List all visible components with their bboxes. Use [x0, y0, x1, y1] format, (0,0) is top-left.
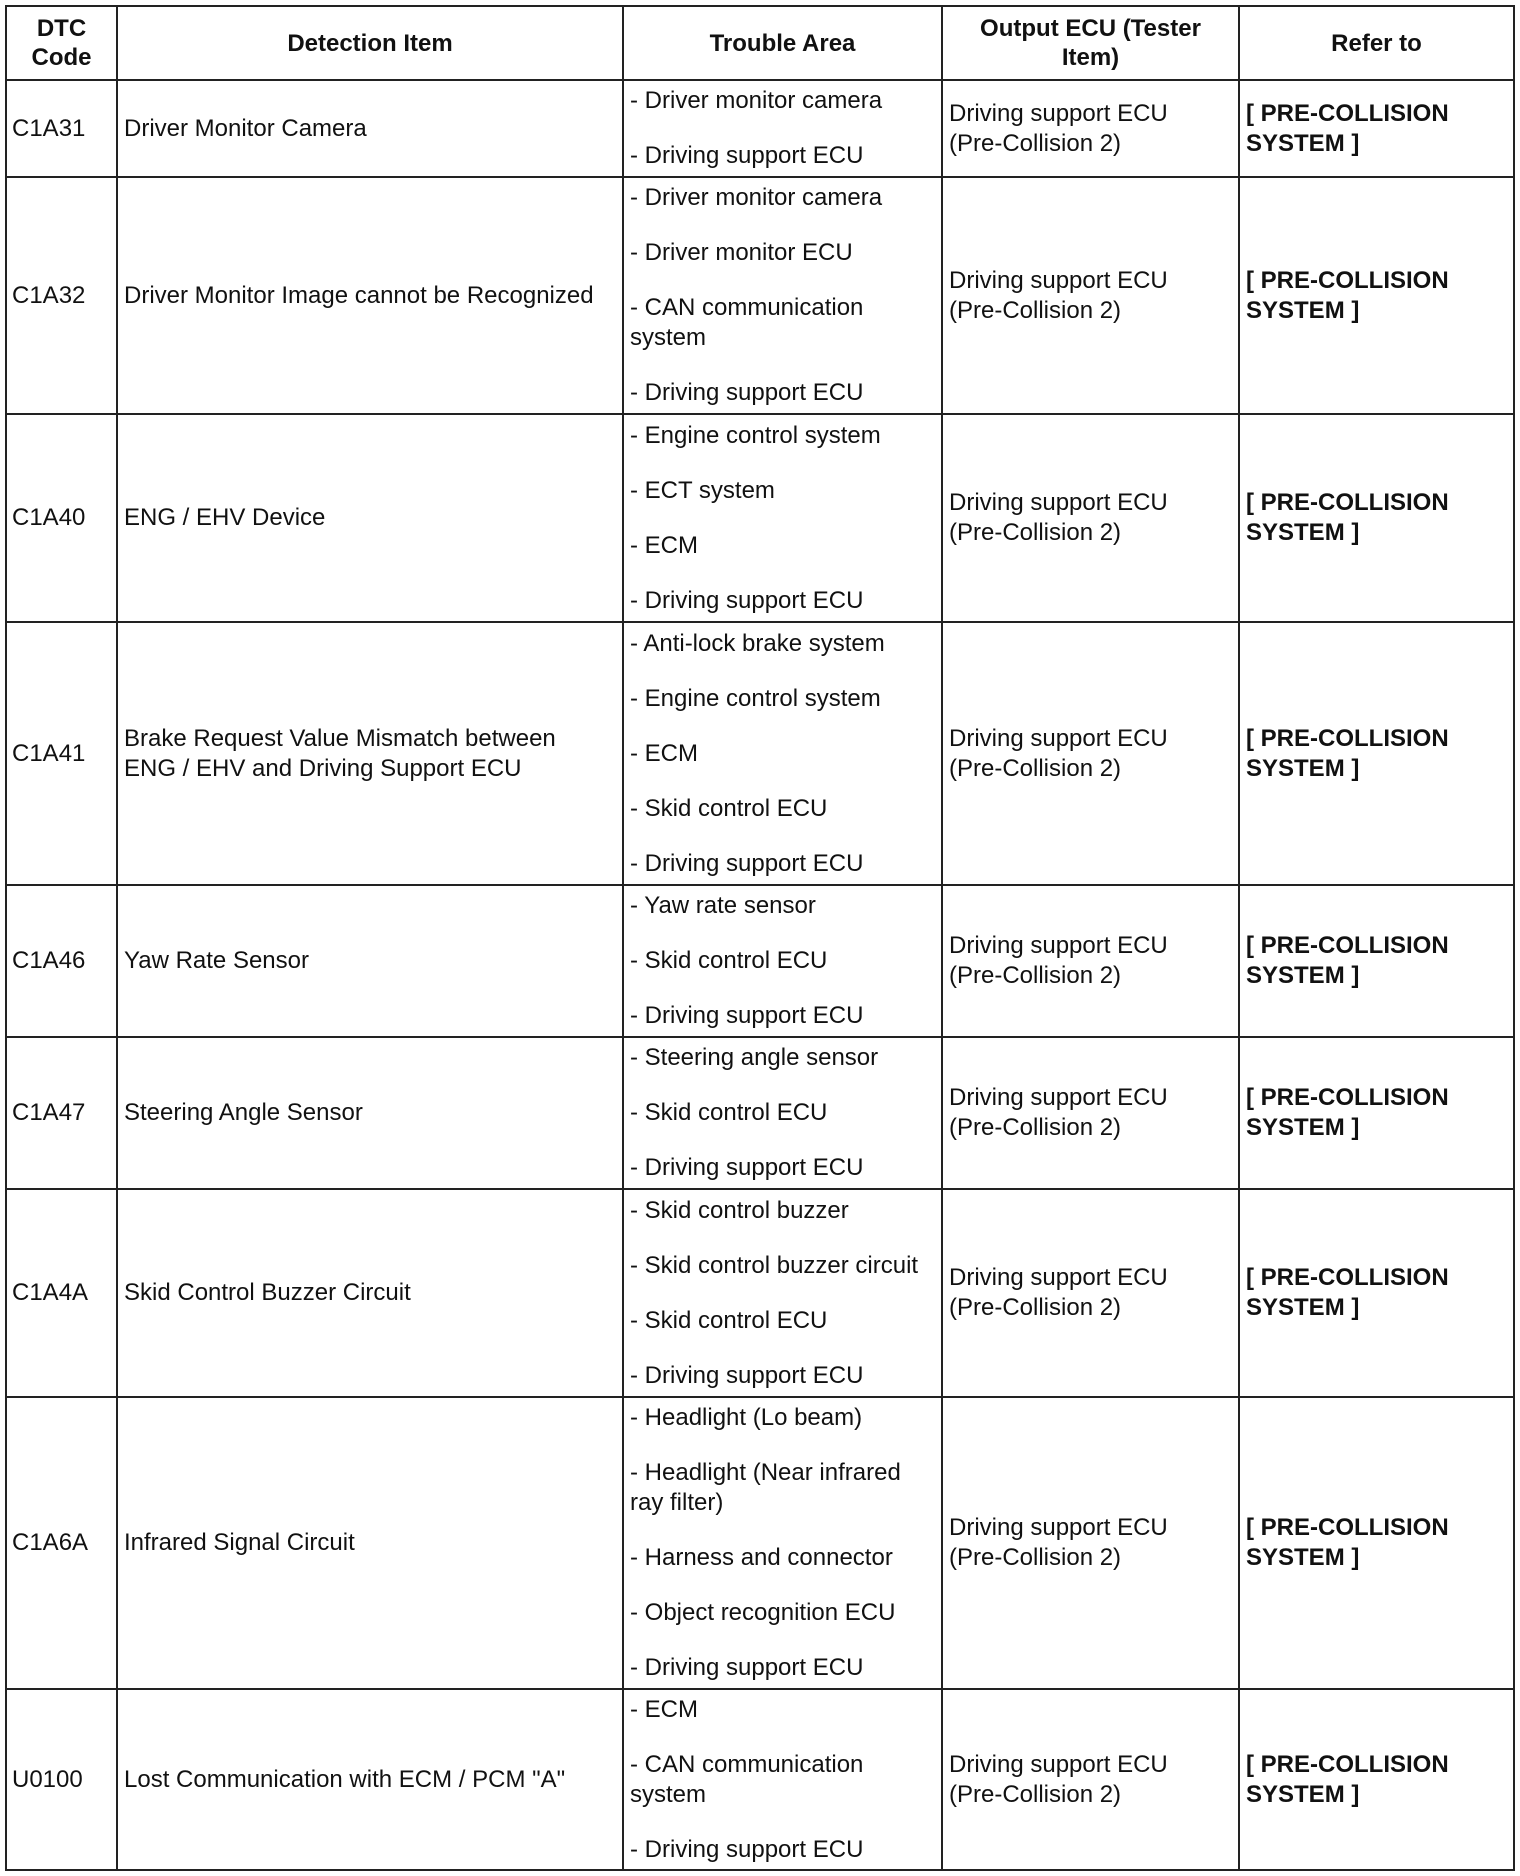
trouble-area-item: - Driving support ECU	[630, 586, 864, 614]
output-ecu-line: (Pre-Collision 2)	[949, 962, 1122, 989]
trouble-area-item: - Object recognition ECU	[630, 1599, 896, 1626]
dtc-code-cell: C1A47	[6, 1037, 117, 1189]
refer-to-line: SYSTEM ]	[1246, 1114, 1360, 1141]
trouble-area-item: - Driving support ECU	[630, 142, 864, 169]
trouble-area-item: - Skid control ECU	[630, 1099, 828, 1126]
output-ecu-line: (Pre-Collision 2)	[949, 754, 1122, 782]
trouble-area-list	[630, 1043, 935, 1183]
table-row	[6, 177, 1514, 414]
dtc-table	[5, 5, 1515, 1871]
output-ecu-line: Driving support ECU	[949, 724, 1168, 752]
detection-item-line: Driver Monitor Camera	[124, 114, 367, 142]
trouble-area-cell	[623, 80, 942, 177]
table-row	[6, 1689, 1514, 1870]
trouble-area-item: - Headlight (Near infrared ray filter)	[630, 1459, 901, 1516]
output-ecu-cell	[942, 1189, 1239, 1397]
trouble-area-item: - Skid control ECU	[630, 1306, 828, 1334]
output-ecu-line: Driving support ECU	[949, 1084, 1168, 1111]
output-ecu-line: Driving support ECU	[949, 266, 1168, 294]
refer-to-line: [ PRE-COLLISION	[1246, 1750, 1449, 1778]
table-row	[6, 1189, 1514, 1397]
output-ecu-line: (Pre-Collision 2)	[949, 519, 1122, 546]
trouble-area-cell	[623, 885, 942, 1037]
detection-item-line: Lost Communication with ECM / PCM "A"	[124, 1765, 566, 1793]
trouble-area-cell	[623, 622, 942, 885]
trouble-area-item: - Anti-lock brake system	[630, 629, 885, 657]
refer-to-cell	[1239, 885, 1514, 1037]
header-dtc-code: DTC Code	[6, 6, 117, 80]
detection-item-line: Steering Angle Sensor	[124, 1099, 363, 1126]
detection-item-line: Infrared Signal Circuit	[124, 1529, 355, 1556]
dtc-code-cell: C1A41	[6, 622, 117, 885]
detection-item-cell	[117, 80, 623, 177]
trouble-area-item: - Skid control ECU	[630, 794, 828, 822]
detection-item-line: Skid Control Buzzer Circuit	[124, 1279, 411, 1306]
output-ecu-cell	[942, 1689, 1239, 1870]
output-ecu-line: Driving support ECU	[949, 1750, 1168, 1778]
dtc-code-cell: C1A4A	[6, 1189, 117, 1397]
header-detection-item: Detection Item	[117, 6, 623, 80]
detection-item-line: ENG / EHV and Driving Support ECU	[124, 754, 522, 782]
refer-to-line: [ PRE-COLLISION	[1246, 1264, 1449, 1291]
trouble-area-list	[630, 891, 935, 1031]
trouble-area-list	[630, 86, 935, 171]
output-ecu-cell	[942, 1037, 1239, 1189]
trouble-area-cell	[623, 1037, 942, 1189]
trouble-area-item: - Engine control system	[630, 421, 881, 449]
refer-to-line: SYSTEM ]	[1246, 519, 1360, 546]
trouble-area-list	[630, 1403, 935, 1683]
trouble-area-list	[630, 421, 935, 616]
refer-to-line: SYSTEM ]	[1246, 1780, 1360, 1808]
output-ecu-line: (Pre-Collision 2)	[949, 129, 1122, 157]
output-ecu-line: (Pre-Collision 2)	[949, 1544, 1122, 1571]
trouble-area-item: - ECM	[630, 1695, 698, 1723]
detection-item-cell	[117, 885, 623, 1037]
detection-item-cell	[117, 1689, 623, 1870]
trouble-area-cell	[623, 177, 942, 414]
refer-to-cell	[1239, 1397, 1514, 1689]
trouble-area-item: - Headlight (Lo beam)	[630, 1404, 863, 1431]
trouble-area-item: - Driving support ECU	[630, 1654, 864, 1681]
trouble-area-item: - Steering angle sensor	[630, 1044, 879, 1071]
trouble-area-item: - Driving support ECU	[630, 1002, 864, 1029]
table-row	[6, 622, 1514, 885]
refer-to-line: SYSTEM ]	[1246, 1544, 1360, 1571]
refer-to-cell	[1239, 414, 1514, 622]
output-ecu-cell	[942, 80, 1239, 177]
refer-to-line: [ PRE-COLLISION	[1246, 932, 1449, 959]
output-ecu-line: Driving support ECU	[949, 1514, 1168, 1541]
refer-to-line: [ PRE-COLLISION	[1246, 266, 1449, 294]
trouble-area-item: - Skid control buzzer circuit	[630, 1251, 919, 1279]
output-ecu-line: Driving support ECU	[949, 489, 1168, 516]
header-row	[6, 6, 1514, 80]
output-ecu-cell	[942, 414, 1239, 622]
dtc-code-cell: C1A6A	[6, 1397, 117, 1689]
detection-item-cell	[117, 177, 623, 414]
trouble-area-cell	[623, 414, 942, 622]
trouble-area-list	[630, 1695, 935, 1865]
trouble-area-item: - ECM	[630, 531, 698, 559]
detection-item-cell	[117, 1189, 623, 1397]
detection-item-cell	[117, 1397, 623, 1689]
trouble-area-item: - Driving support ECU	[630, 379, 864, 406]
output-ecu-line: Driving support ECU	[949, 1264, 1168, 1291]
trouble-area-item: - ECM	[630, 739, 698, 767]
detection-item-cell	[117, 414, 623, 622]
refer-to-line: [ PRE-COLLISION	[1246, 1514, 1449, 1541]
trouble-area-item: - Driving support ECU	[630, 1154, 864, 1181]
output-ecu-cell	[942, 177, 1239, 414]
refer-to-line: [ PRE-COLLISION	[1246, 489, 1449, 516]
refer-to-line: SYSTEM ]	[1246, 1294, 1360, 1321]
output-ecu-line: (Pre-Collision 2)	[949, 1780, 1122, 1808]
table-row	[6, 80, 1514, 177]
trouble-area-list	[630, 1196, 935, 1391]
refer-to-cell	[1239, 1037, 1514, 1189]
detection-item-line: Yaw Rate Sensor	[124, 947, 309, 974]
output-ecu-cell	[942, 622, 1239, 885]
detection-item-cell	[117, 622, 623, 885]
refer-to-line: [ PRE-COLLISION	[1246, 724, 1449, 752]
header-output-ecu: Output ECU (Tester Item)	[942, 6, 1239, 80]
output-ecu-line: (Pre-Collision 2)	[949, 1294, 1122, 1321]
trouble-area-cell	[623, 1189, 942, 1397]
trouble-area-item: - Driver monitor ECU	[630, 239, 853, 266]
table-row	[6, 1037, 1514, 1189]
dtc-code-cell: C1A32	[6, 177, 117, 414]
refer-to-cell	[1239, 1689, 1514, 1870]
trouble-area-item: - ECT system	[630, 476, 775, 504]
trouble-area-item: - Driving support ECU	[630, 849, 864, 877]
output-ecu-line: Driving support ECU	[949, 932, 1168, 959]
dtc-code-cell: C1A31	[6, 80, 117, 177]
table-body	[6, 80, 1514, 1870]
table-row	[6, 885, 1514, 1037]
output-ecu-line: (Pre-Collision 2)	[949, 296, 1122, 324]
trouble-area-list	[630, 629, 935, 879]
trouble-area-item: - CAN communication system	[630, 1750, 864, 1808]
dtc-code-cell: C1A46	[6, 885, 117, 1037]
trouble-area-item: - Yaw rate sensor	[630, 892, 816, 919]
refer-to-line: [ PRE-COLLISION	[1246, 99, 1449, 127]
refer-to-line: SYSTEM ]	[1246, 962, 1360, 989]
refer-to-cell	[1239, 622, 1514, 885]
header-refer-to: Refer to	[1239, 6, 1514, 80]
output-ecu-line: Driving support ECU	[949, 99, 1168, 127]
header-trouble-area: Trouble Area	[623, 6, 942, 80]
refer-to-line: SYSTEM ]	[1246, 129, 1360, 157]
trouble-area-item: - Driver monitor camera	[630, 184, 883, 211]
trouble-area-item: - Skid control ECU	[630, 947, 828, 974]
output-ecu-line: (Pre-Collision 2)	[949, 1114, 1122, 1141]
table-row	[6, 1397, 1514, 1689]
trouble-area-list	[630, 183, 935, 408]
detection-item-cell	[117, 1037, 623, 1189]
trouble-area-item: - CAN communication system	[630, 294, 864, 351]
refer-to-cell	[1239, 177, 1514, 414]
trouble-area-item: - Engine control system	[630, 684, 881, 712]
trouble-area-item: - Driving support ECU	[630, 1835, 864, 1863]
trouble-area-item: - Driving support ECU	[630, 1361, 864, 1389]
trouble-area-item: - Driver monitor camera	[630, 87, 883, 114]
refer-to-cell	[1239, 1189, 1514, 1397]
refer-to-line: SYSTEM ]	[1246, 296, 1360, 324]
dtc-code-cell: U0100	[6, 1689, 117, 1870]
detection-item-line: Brake Request Value Mismatch between	[124, 724, 556, 752]
refer-to-cell	[1239, 80, 1514, 177]
dtc-code-cell: C1A40	[6, 414, 117, 622]
detection-item-line: Driver Monitor Image cannot be Recognized	[124, 281, 594, 309]
output-ecu-cell	[942, 1397, 1239, 1689]
table-row	[6, 414, 1514, 622]
refer-to-line: SYSTEM ]	[1246, 754, 1360, 782]
trouble-area-cell	[623, 1689, 942, 1870]
refer-to-line: [ PRE-COLLISION	[1246, 1084, 1449, 1111]
trouble-area-cell	[623, 1397, 942, 1689]
output-ecu-cell	[942, 885, 1239, 1037]
trouble-area-item: - Skid control buzzer	[630, 1196, 849, 1224]
detection-item-line: ENG / EHV Device	[124, 504, 326, 531]
trouble-area-item: - Harness and connector	[630, 1544, 893, 1571]
